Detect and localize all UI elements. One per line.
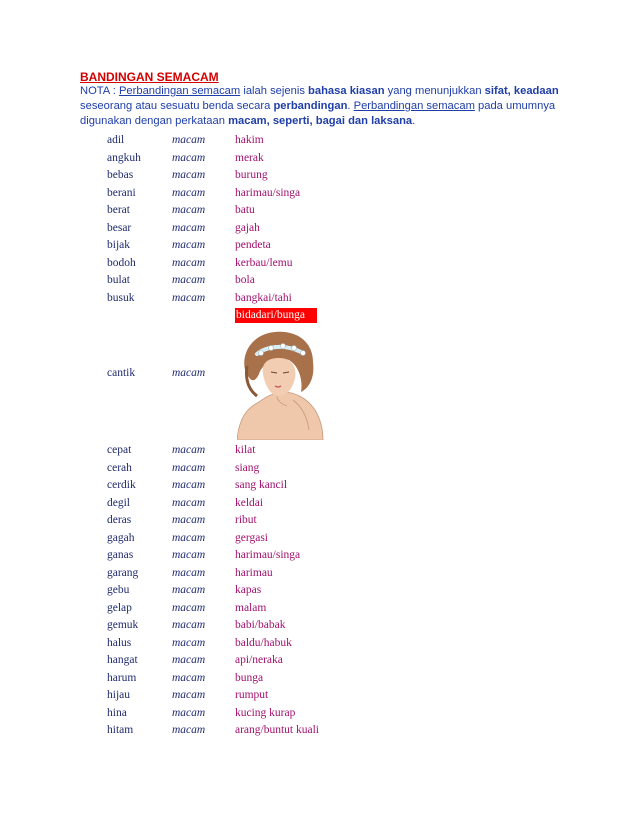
comparison-cell: kilat — [235, 444, 256, 456]
table-row — [107, 442, 435, 460]
intro-term-link: Perbandingan semacam — [118, 85, 241, 97]
word-cell: adil — [107, 134, 125, 146]
connector-cell: macam — [172, 724, 206, 736]
intro-bold: sifat, keadaan — [484, 85, 559, 97]
word-cell: cerdik — [107, 479, 136, 491]
word-cell: hitam — [107, 724, 134, 736]
word-cell: cerah — [107, 461, 132, 474]
word-cell: harum — [107, 671, 137, 684]
table-row — [107, 290, 435, 308]
intro-text: . — [412, 115, 416, 127]
word-cell: bebas — [107, 169, 134, 181]
table-row — [107, 132, 435, 150]
table-row — [107, 495, 435, 513]
table-row — [107, 185, 435, 203]
comparison-cell: gergasi — [235, 531, 269, 544]
word-cell: bijak — [107, 239, 130, 251]
table-row — [107, 687, 435, 705]
word-cell: bodoh — [107, 256, 136, 269]
word-cell: bulat — [107, 274, 130, 286]
word-cell: hijau — [107, 689, 130, 701]
word-cell: cepat — [107, 444, 132, 456]
word-cell: degil — [107, 496, 130, 509]
comparison-cell: kucing kurap — [235, 706, 296, 719]
connector-cell: macam — [172, 151, 206, 164]
word-cell: cantik — [107, 367, 136, 379]
connector-cell: macam — [172, 479, 206, 491]
word-cell: hangat — [107, 654, 138, 666]
comparison-cell: harimau — [235, 566, 273, 579]
comparison-cell: bunga — [235, 671, 264, 684]
table-row — [107, 272, 435, 290]
table-row — [107, 617, 435, 635]
word-cell: gagah — [107, 531, 135, 544]
rows-group-b — [107, 442, 435, 740]
comparison-cell: keldai — [235, 496, 264, 509]
comparison-cell: babi/babak — [235, 619, 286, 631]
table-row — [107, 477, 435, 495]
rows-group-a — [107, 132, 435, 307]
word-cell: gelap — [107, 601, 132, 614]
comparison-cell: bola — [235, 274, 255, 286]
connector-cell: macam — [172, 601, 206, 614]
comparison-cell: ribut — [235, 514, 257, 526]
table-row — [107, 150, 435, 168]
connector-cell: macam — [172, 461, 206, 474]
word-cell: angkuh — [107, 151, 141, 164]
intro-term-link: Perbandingan semacam — [353, 100, 475, 112]
connector-cell: macam — [172, 671, 206, 684]
comparison-table — [107, 132, 435, 740]
comparison-cell: kapas — [235, 584, 262, 596]
table-row — [107, 255, 435, 273]
connector-cell: macam — [172, 584, 206, 596]
connector-cell: macam — [172, 134, 206, 146]
table-row-cantik — [107, 307, 435, 442]
comparison-cell: rumput — [235, 689, 269, 701]
table-row — [107, 652, 435, 670]
comparison-cell: arang/buntut kuali — [235, 724, 319, 736]
intro-text: yang menunjukkan — [384, 85, 485, 97]
word-cell: ganas — [107, 549, 134, 561]
comparison-cell: batu — [235, 204, 255, 216]
intro-text: pada umumnya digunakan dengan perkataan — [80, 100, 556, 127]
word-cell: besar — [107, 221, 132, 234]
connector-cell: macam — [172, 256, 206, 269]
connector-cell: macam — [172, 531, 206, 544]
comparison-cell: merak — [235, 151, 264, 164]
connector-cell: macam — [172, 221, 206, 234]
connector-cell: macam — [172, 239, 206, 251]
intro-text: ialah sejenis — [240, 85, 309, 97]
word-cell: garang — [107, 566, 139, 579]
comparison-cell: malam — [235, 601, 267, 614]
table-row — [107, 530, 435, 548]
woman-portrait-image — [237, 326, 325, 440]
intro-paragraph — [80, 84, 570, 129]
table-row — [107, 705, 435, 723]
comparison-cell: api/neraka — [235, 654, 283, 666]
connector-cell: macam — [172, 291, 206, 304]
word-cell: hina — [107, 706, 127, 719]
comparison-cell: harimau/singa — [235, 549, 301, 561]
table-row — [107, 460, 435, 478]
comparison-cell: baldu/habuk — [235, 636, 292, 649]
word-cell: deras — [107, 514, 132, 526]
connector-cell: macam — [172, 514, 206, 526]
comparison-cell: siang — [235, 461, 260, 474]
connector-cell: macam — [172, 549, 206, 561]
connector-cell: macam — [172, 566, 206, 579]
connector-cell: macam — [172, 444, 206, 456]
table-row — [107, 237, 435, 255]
table-row — [107, 670, 435, 688]
connector-cell: macam — [172, 367, 206, 379]
comparison-cell: hakim — [235, 134, 264, 146]
comparison-cell: gajah — [235, 221, 260, 234]
comparison-cell — [235, 307, 435, 442]
connector-cell: macam — [172, 636, 206, 649]
table-row — [107, 582, 435, 600]
table-row — [107, 547, 435, 565]
connector-cell: macam — [172, 619, 206, 631]
intro-bold: bahasa kiasan — [308, 85, 385, 97]
comparison-cell: burung — [235, 169, 268, 181]
word-cell: busuk — [107, 291, 135, 304]
table-row — [107, 635, 435, 653]
word-cell: gemuk — [107, 619, 139, 631]
table-row — [107, 600, 435, 618]
table-row — [107, 565, 435, 583]
intro-bold: macam, seperti, bagai dan laksana — [228, 115, 413, 127]
comparison-cell: bangkai/tahi — [235, 291, 292, 304]
intro-text: seseorang atau sesuatu benda secara — [80, 100, 274, 112]
comparison-cell: harimau/singa — [235, 186, 301, 199]
page-title: BANDINGAN SEMACAM — [80, 70, 219, 84]
connector-cell: macam — [172, 204, 206, 216]
connector-cell: macam — [172, 654, 206, 666]
intro-text: NOTA : — [80, 85, 119, 97]
table-row — [107, 512, 435, 530]
intro-text: . — [347, 100, 354, 112]
connector-cell: macam — [172, 496, 206, 509]
table-row — [107, 202, 435, 220]
table-row — [107, 220, 435, 238]
connector-cell: macam — [172, 689, 206, 701]
table-row — [107, 167, 435, 185]
connector-cell: macam — [172, 274, 206, 286]
comparison-cell: kerbau/lemu — [235, 256, 293, 269]
connector-cell: macam — [172, 706, 206, 719]
word-cell: halus — [107, 636, 132, 649]
intro-bold: perbandingan — [273, 100, 348, 112]
word-cell: gebu — [107, 584, 130, 596]
table-row — [107, 722, 435, 740]
connector-cell: macam — [172, 169, 206, 181]
comparison-cell: pendeta — [235, 239, 271, 251]
highlighted-comparison: bidadari/bunga — [235, 308, 317, 323]
word-cell: berani — [107, 186, 136, 199]
word-cell: berat — [107, 204, 130, 216]
connector-cell: macam — [172, 186, 206, 199]
comparison-cell: sang kancil — [235, 479, 288, 491]
